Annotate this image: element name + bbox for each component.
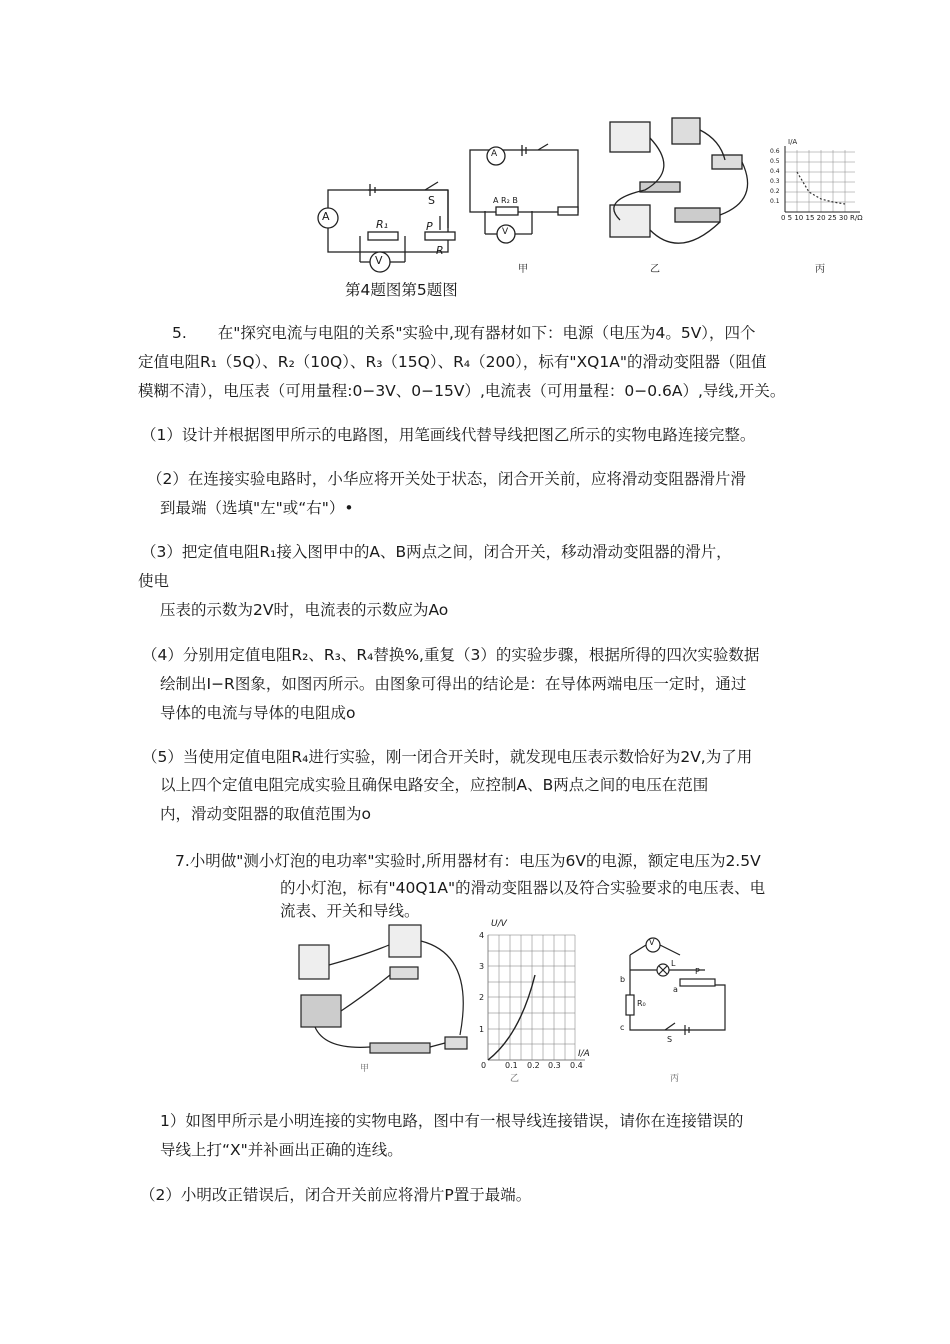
circuit-label-voltmeter: V (375, 254, 383, 267)
q7-circuit-b: b (620, 975, 626, 984)
q7-panel-jia: 甲 (360, 1064, 370, 1074)
q7-circuit-s: S (667, 1035, 673, 1044)
q7-intro-line: 的小灯泡，标有"40Q1A"的滑动变阻器以及符合实验要求的电压表、电 (280, 879, 766, 897)
q7-part2: （2）小明改正错误后，闭合开关前应将滑片P置于最端。 (140, 1186, 532, 1204)
jia-label-voltmeter: V (502, 227, 509, 237)
top-figure (300, 110, 870, 280)
q7-xtick: 0.4 (570, 1061, 583, 1070)
q7-graph-ylabel: U/V (491, 919, 507, 929)
q7-ytick: 2 (479, 993, 485, 1002)
q7-circuit-p: P (695, 967, 700, 976)
q5-intro-line: 模糊不清），电压表（可用量程:0−3V、0−15V）,电流表（可用量程：0−0.6A）,导线,开关。 (138, 382, 786, 400)
jia-label-ammeter: A (491, 149, 498, 159)
q7-panel-yi: 乙 (510, 1074, 520, 1084)
q7-part1-line: 导线上打“X"并补画出正确的连线。 (160, 1141, 403, 1159)
q7-intro-line: 流表、开关和导线。 (280, 902, 420, 920)
q5-part5-line: 内，滑动变阻器的取值范围为o (160, 805, 371, 823)
q7-intro-line: 7.小明做"测小灯泡的电功率"实验时,所用器材有：电压为6V的电源，额定电压为2.5V (175, 852, 761, 870)
q7-ytick: 3 (479, 962, 485, 971)
graph-ytick: 0.5 (770, 158, 780, 165)
circuit-label-r1: R₁ (376, 218, 389, 231)
q7-circuit-c: c (620, 1023, 625, 1032)
q7-xtick: 0.2 (527, 1061, 540, 1070)
graph-xticks: 0 5 10 15 20 25 30 R/Ω (781, 214, 863, 222)
panel-label-bing: 丙 (815, 264, 825, 275)
q7-graph-xlabel: I/A (578, 1049, 590, 1059)
q5-intro-line: 5. 在"探究电流与电阻的关系"实验中,现有器材如下：电源（电压为4。5V），四个 (172, 324, 756, 342)
panel-label-yi: 乙 (650, 264, 660, 275)
q7-xtick: 0.3 (548, 1061, 561, 1070)
graph-label-i: I/A (788, 138, 798, 146)
graph-ytick: 0.3 (770, 178, 780, 185)
q7-figure (285, 915, 735, 1085)
graph-ytick: 0.2 (770, 188, 780, 195)
q7-ytick: 4 (479, 931, 485, 940)
q5-part4-line: （4）分别用定值电阻R₂、R₃、R₄替换%,重复（3）的实验步骤，根据所得的四次实验数据 (142, 646, 760, 664)
jia-label-r2: A R₂ B (493, 196, 518, 205)
graph-ytick: 0.4 (770, 168, 780, 175)
panel-label-jia: 甲 (518, 264, 528, 275)
q5-part5-line: （5）当使用定值电阻R₄进行实验，刚一闭合开关时，就发现电压表示数恰好为2V,为了用 (142, 748, 753, 766)
q5-part2-line: （2）在连接实验电路时，小华应将开关处于状态，闭合开关前，应将滑动变阻器滑片滑 (147, 470, 746, 488)
q7-circuit-lamp: L (671, 959, 676, 968)
q5-intro-line: 定值电阻R₁（5Q）、R₂（10Q）、R₃（15Q）、R₄（200），标有"XQ1A"的滑动变阻器（阻值 (138, 353, 767, 371)
circuit-label-r: R (436, 244, 444, 257)
q5-part3-line: （3）把定值电阻R₁接入图甲中的A、B两点之间，闭合开关，移动滑动变阻器的滑片， (141, 543, 732, 561)
q7-part1-line: 1）如图甲所示是小明连接的实物电路，图中有一根导线连接错误，请你在连接错误的 (160, 1112, 744, 1130)
circuit-label-switch: S (428, 194, 435, 207)
q5-part3-line: 压表的示数为2V时，电流表的示数应为Ao (160, 601, 449, 619)
q7-circuit-a: a (673, 985, 678, 994)
q7-panel-bing: 丙 (670, 1074, 680, 1084)
circuit-label-ammeter: A (322, 210, 330, 223)
q7-xtick: 0 (481, 1061, 487, 1070)
q5-part2-line: 到最端（选填"左"或“右"）• (160, 499, 354, 517)
q5-part5-line: 以上四个定值电阻完成实验且确保电路安全，应控制A、B两点之间的电压在范围 (160, 776, 709, 794)
graph-ytick: 0.6 (770, 148, 780, 155)
q5-part4-line: 导体的电流与导体的电阻成o (160, 704, 356, 722)
q7-circuit-voltmeter: V (649, 938, 655, 947)
q5-part3-line: 使电 (138, 572, 170, 590)
q7-ytick: 1 (479, 1025, 485, 1034)
graph-ytick: 0.1 (770, 198, 780, 205)
q7-circuit-r0: R₀ (637, 999, 646, 1008)
q5-part1: （1）设计并根据图甲所示的电路图，用笔画线代替导线把图乙所示的实物电路连接完整。 (141, 426, 756, 444)
figure-caption: 第4题图第5题图 (345, 281, 458, 299)
q5-part4-line: 绘制出I−R图象，如图丙所示。由图象可得出的结论是：在导体两端电压一定时，通过 (160, 675, 747, 693)
q7-xtick: 0.1 (505, 1061, 518, 1070)
circuit-label-p: P (426, 220, 433, 233)
